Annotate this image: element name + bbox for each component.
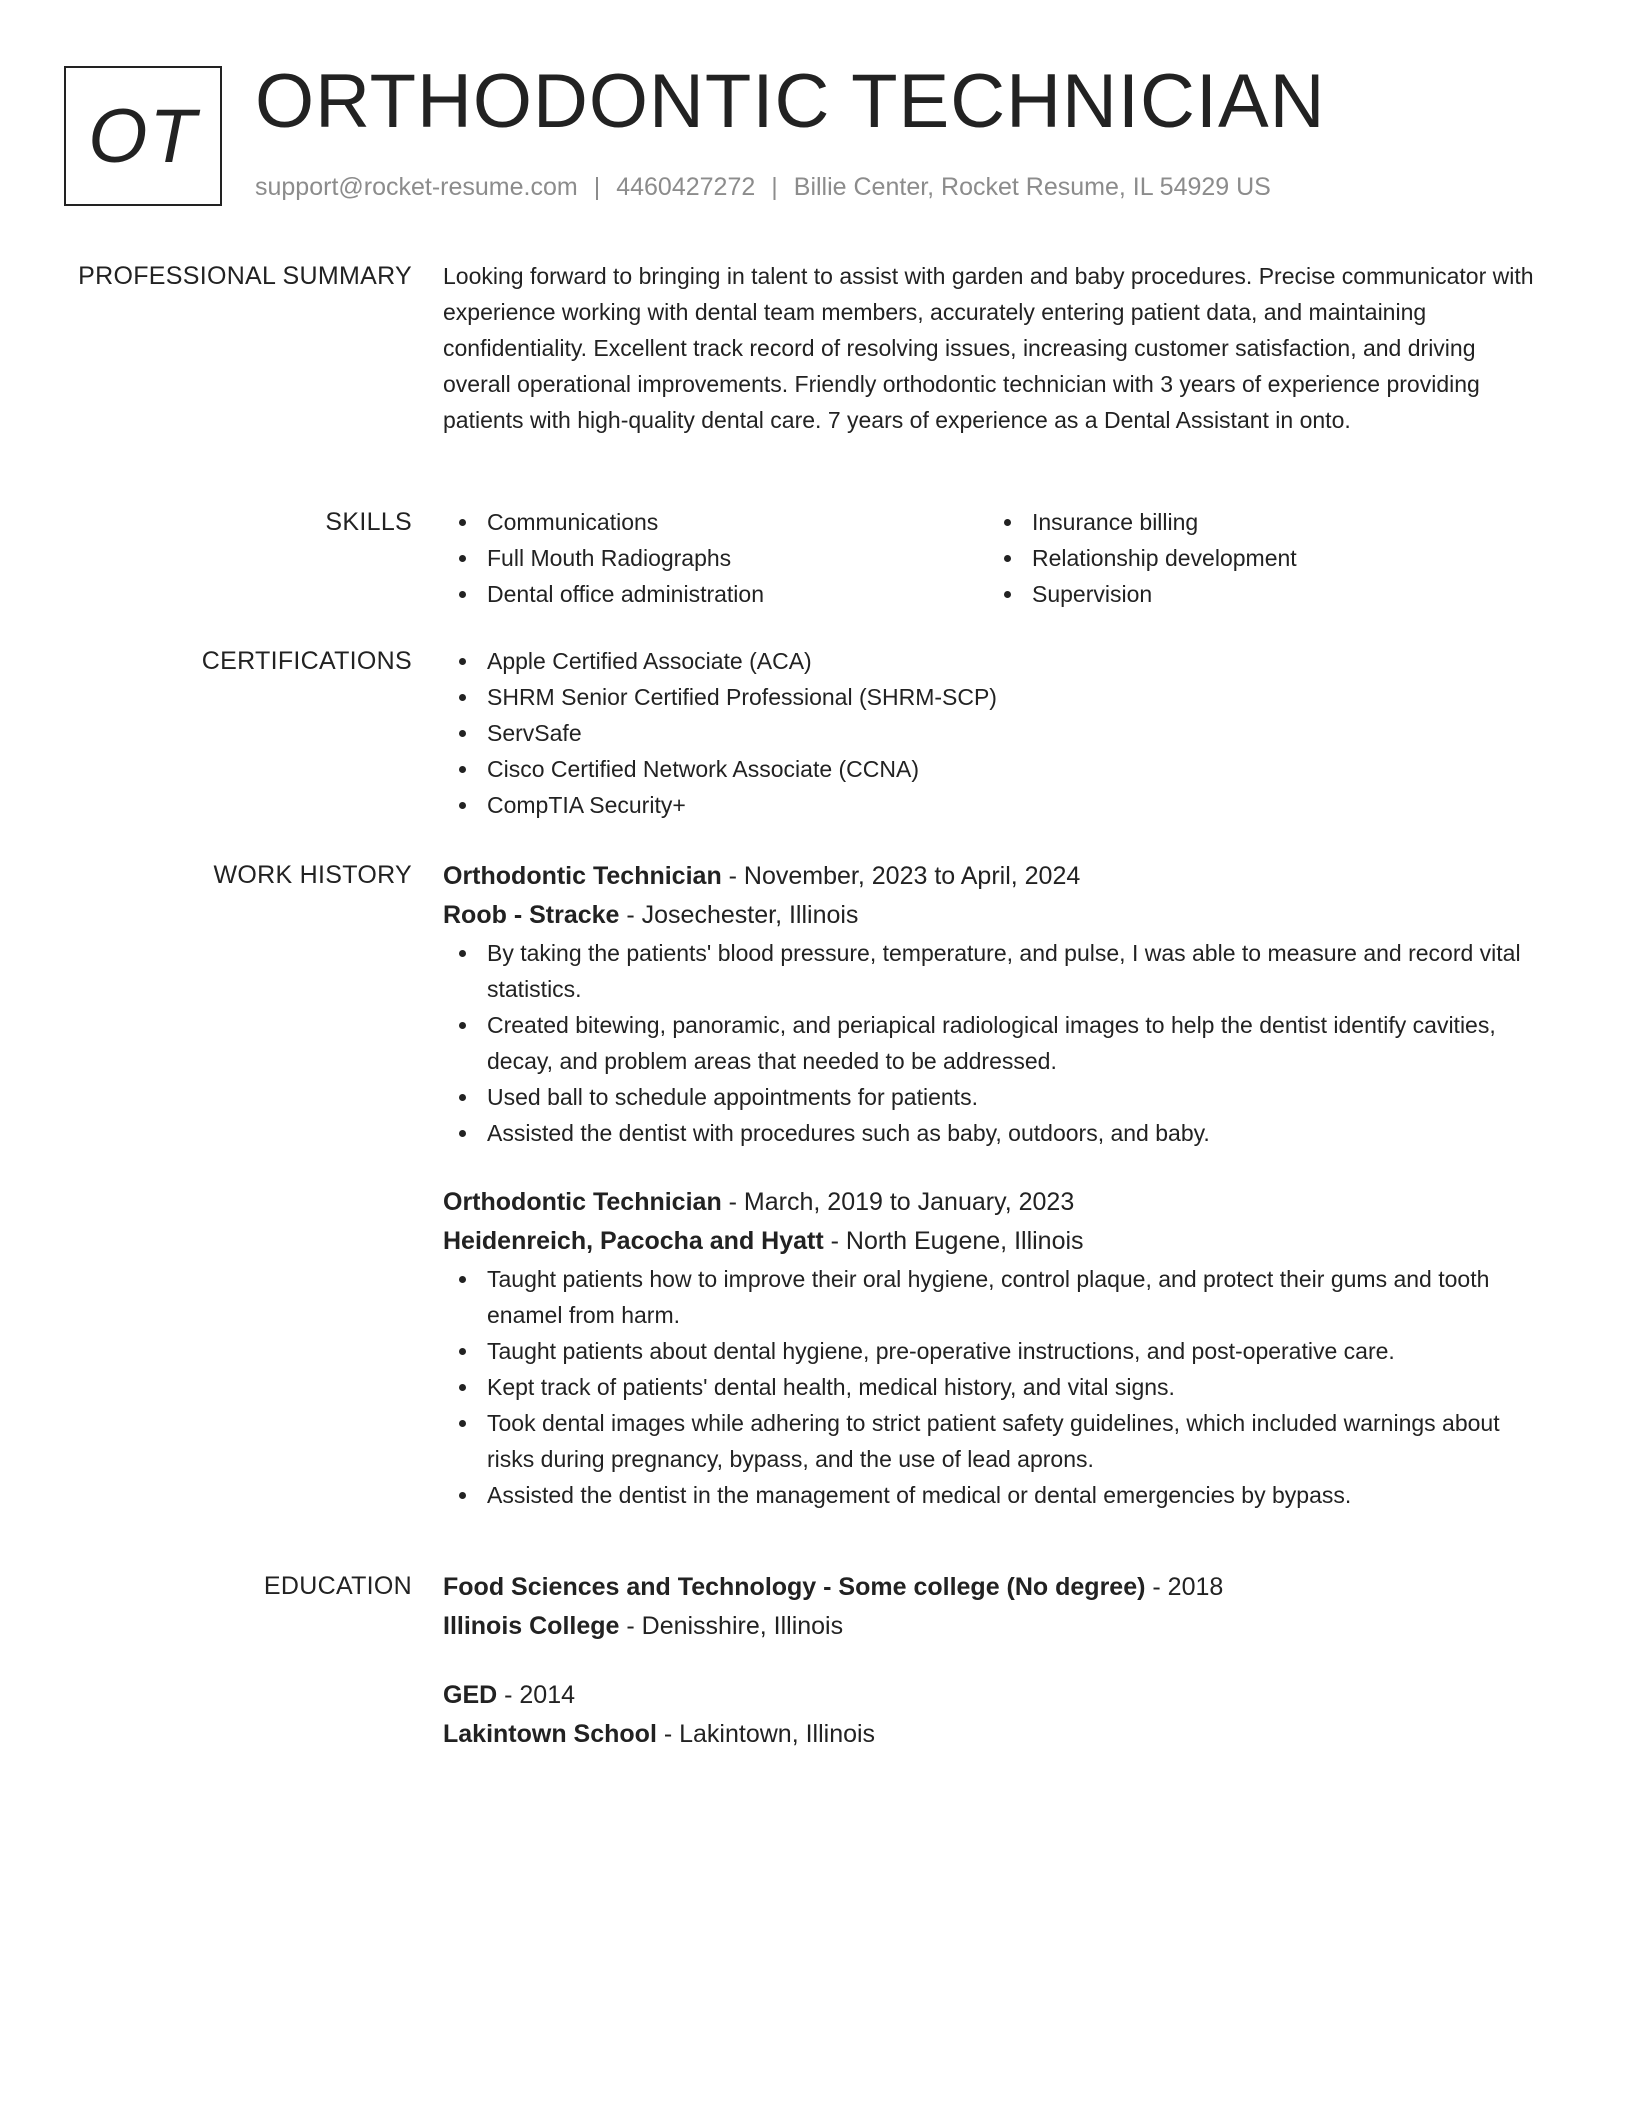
certifications-body: [443, 643, 1547, 823]
skills-column-2: [988, 504, 1533, 612]
certification-item: CompTIA Security+: [443, 787, 1547, 823]
job-dates: - November, 2023 to April, 2024: [721, 862, 1081, 890]
job-location: - Josechester, Illinois: [619, 901, 859, 929]
job-entry: [443, 857, 1547, 1151]
job-title-line: [443, 1183, 1547, 1222]
skills-grid: [443, 504, 1547, 612]
job-title: Orthodontic Technician: [443, 1188, 722, 1216]
monogram-text: OT: [88, 93, 198, 179]
job-company-line: [443, 1222, 1547, 1261]
education-entry: [443, 1568, 1547, 1646]
section-label-certifications: CERTIFICATIONS: [201, 647, 412, 675]
job-dates: - March, 2019 to January, 2023: [721, 1188, 1075, 1216]
skill-item: Supervision: [988, 576, 1533, 612]
education-location: - Denisshire, Illinois: [619, 1612, 844, 1640]
education-school-line: [443, 1607, 1547, 1646]
certification-item: SHRM Senior Certified Professional (SHRM-SCP): [443, 679, 1547, 715]
job-duty-item: Kept track of patients' dental health, medical history, and vital signs.: [443, 1369, 1547, 1405]
contact-separator: |: [771, 173, 778, 201]
education-school-line: [443, 1715, 1547, 1754]
skill-item: Insurance billing: [988, 504, 1533, 540]
section-label-skills: SKILLS: [325, 508, 412, 536]
job-duty-item: Created bitewing, panoramic, and periapical radiological images to help the dentist identify cavities, decay, and problem areas that needed to be addressed.: [443, 1007, 1547, 1079]
job-duty-item: By taking the patients' blood pressure, temperature, and pulse, I was able to measure and record vital statistics.: [443, 935, 1547, 1007]
contact-email: support@rocket-resume.com: [255, 173, 578, 201]
job-title-line: [443, 857, 1547, 896]
job-duty-item: Assisted the dentist in the management of medical or dental emergencies by bypass.: [443, 1477, 1547, 1513]
skill-item: Full Mouth Radiographs: [443, 540, 988, 576]
education-year: - 2014: [497, 1681, 576, 1709]
skill-item: Dental office administration: [443, 576, 988, 612]
skills-column-1: [443, 504, 988, 612]
summary-text: Looking forward to bringing in talent to assist with garden and baby procedures. Precise communicator with experience working with dental team members, accurately entering patient data, and maintaining confidentiality. Excellent track record of resolving issues, increasing customer satisfaction, and driving overall operational improvements. Friendly orthodontic technician with 3 years of experience providing patients with high-quality dental care. 7 years of experience as a Dental Assistant in onto.: [443, 263, 1534, 433]
certification-item: Apple Certified Associate (ACA): [443, 643, 1547, 679]
contact-separator: |: [593, 173, 601, 201]
job-company-line: [443, 896, 1547, 935]
education-school: Lakintown School: [443, 1720, 657, 1748]
skill-item: Communications: [443, 504, 988, 540]
section-label-education: EDUCATION: [263, 1572, 412, 1600]
job-duty-item: Taught patients how to improve their oral hygiene, control plaque, and protect their gums and tooth enamel from harm.: [443, 1261, 1547, 1333]
contact-line: [255, 172, 1271, 202]
job-duty-item: Taught patients about dental hygiene, pre-operative instructions, and post-operative care.: [443, 1333, 1547, 1369]
contact-phone: 4460427272: [616, 173, 756, 201]
job-title: Orthodontic Technician: [443, 862, 722, 890]
job-duty-item: Assisted the dentist with procedures such as baby, outdoors, and baby.: [443, 1115, 1547, 1151]
work-history-body: [443, 857, 1547, 1513]
job-location: - North Eugene, Illinois: [823, 1227, 1084, 1255]
job-company: Roob - Stracke: [443, 901, 620, 929]
education-body: [443, 1568, 1547, 1754]
job-entry: [443, 1183, 1547, 1513]
education-entry: [443, 1676, 1547, 1754]
job-duties-list: [443, 935, 1547, 1151]
contact-address: Billie Center, Rocket Resume, IL 54929 US: [793, 173, 1271, 201]
resume-title: ORTHODONTIC TECHNICIAN: [255, 59, 1326, 144]
summary-body: [443, 258, 1547, 438]
education-degree-line: [443, 1676, 1547, 1715]
job-duties-list: [443, 1261, 1547, 1513]
education-school: Illinois College: [443, 1612, 620, 1640]
skill-item: Relationship development: [988, 540, 1533, 576]
education-location: - Lakintown, Illinois: [656, 1720, 876, 1748]
job-company: Heidenreich, Pacocha and Hyatt: [443, 1227, 824, 1255]
job-duty-item: Took dental images while adhering to strict patient safety guidelines, which included warnings about risks during pregnancy, bypass, and the use of lead aprons.: [443, 1405, 1547, 1477]
job-duty-item: Used ball to schedule appointments for patients.: [443, 1079, 1547, 1115]
monogram-badge: [64, 66, 222, 206]
section-label-summary: PROFESSIONAL SUMMARY: [78, 262, 412, 290]
education-degree: Food Sciences and Technology - Some college (No degree): [443, 1573, 1146, 1601]
education-degree-line: [443, 1568, 1547, 1607]
education-year: - 2018: [1145, 1573, 1224, 1601]
certification-item: ServSafe: [443, 715, 1547, 751]
section-label-work-history: WORK HISTORY: [213, 861, 412, 889]
certifications-list: [443, 643, 1547, 823]
certification-item: Cisco Certified Network Associate (CCNA): [443, 751, 1547, 787]
education-degree: GED: [443, 1681, 498, 1709]
